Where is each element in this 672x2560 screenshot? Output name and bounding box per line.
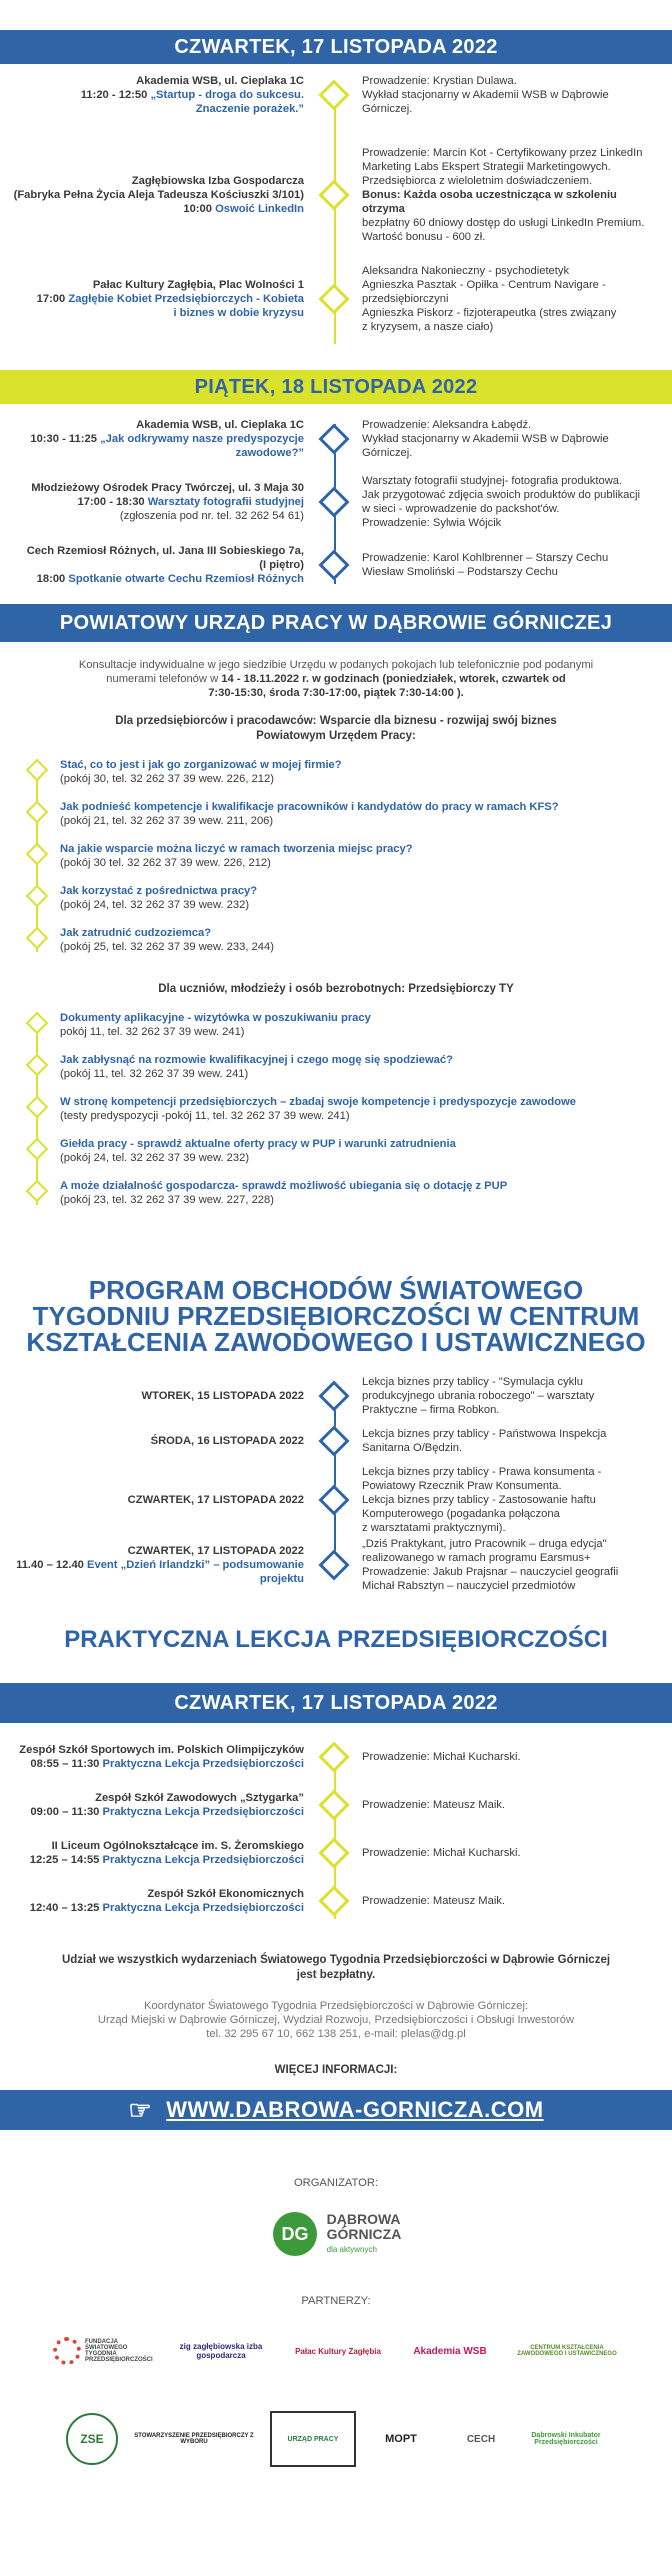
organizer-label: ORGANIZATOR: xyxy=(293,2177,379,2189)
list-diamond xyxy=(26,801,49,824)
timeline-diamond xyxy=(318,1789,349,1820)
pup-group1-heading: Dla przedsiębiorców i pracodawców: Wsparcie dla biznesu - rozwijaj swój biznes Powiatowym Urzędem Pracy: xyxy=(115,715,557,742)
timeline-diamond xyxy=(318,423,349,454)
partners-label: PARTNERZY: xyxy=(301,2295,371,2307)
event-link[interactable]: Praktyczna Lekcja Przedsiębiorczości xyxy=(102,1806,304,1818)
cursor-icon: ☞ xyxy=(128,2094,153,2125)
dip-logo: Dąbrowski Inkubator Przedsiębiorczości xyxy=(531,2432,601,2446)
list-item: Na jakie wsparcie można liczyć w ramach tworzenia miejsc pracy? (pokój 30 tel. 32 262 37 39 wew. 226, 212) xyxy=(22,842,642,884)
timeline-diamond xyxy=(318,1885,349,1916)
website-link-band[interactable] xyxy=(0,2090,672,2130)
cech-logo: CECH xyxy=(466,2433,496,2445)
list-diamond xyxy=(26,885,49,908)
zse-logo: ZSE xyxy=(66,2413,118,2465)
list-diamond xyxy=(26,1054,49,1077)
list-item: Dokumenty aplikacyjne - wizytówka w poszukiwaniu pracy pokój 11, tel. 32 262 37 39 wew. 241) xyxy=(22,1011,642,1053)
event-link[interactable]: Event „Dzień Irlandzki” – podsumowanie xyxy=(87,1559,304,1571)
pup-group1-list xyxy=(22,758,642,966)
event-item: Akademia WSB, ul. Cieplaka 1C 11:20 - 12:50 „Startup - droga do sukcesu. Znaczenie porażek.” Prowadzenie: Krystian Dulawa. Wykład stacjonarny w Akademii WSB w Dąbrowie Górniczej. xyxy=(80,75,609,115)
coordinator: Koordynator Światowego Tygodnia Przedsiębiorczości w Dąbrowie Górniczej: Urząd Miejski w Dąbrowie Górniczej, Wydział Rozwoju, Przedsiębiorczości i Obsługi Inwestorów tel. 32 295 67 10, 662 138 251, e-mail: plelas@dg.pl xyxy=(97,2000,575,2040)
list-diamond xyxy=(26,759,49,782)
timeline-diamond xyxy=(318,1425,349,1456)
event-item: Pałac Kultury Zagłębia, Plac Wolności 1 17:00 Zagłębie Kobiet Przedsiębiorczych - Kobieta i biznes w dobie kryzysu Aleksandra Nakonieczny - psychodietetyk Agnieszka Pasztak - Opiłka - Centrum Navigare - przedsiębiorczyni Agnieszka Piskorz - fizjoterapeutka (stres związany z kryzysem, a nasze ciało) xyxy=(36,265,617,333)
list-item: Jak podnieść kompetencje i kwalifikacje pracowników i kandydatów do pracy w ramach KFS? (pokój 21, tel. 32 262 37 39 wew. 211, 206) xyxy=(22,800,642,842)
list-diamond xyxy=(26,927,49,950)
event-link[interactable]: Zagłębie Kobiet Przedsiębiorczych - Kobieta xyxy=(68,293,304,305)
pup-group2-list xyxy=(22,1011,642,1221)
dg-logo-icon xyxy=(271,2210,319,2258)
website-link[interactable]: WWW.DABROWA-GORNICZA.COM xyxy=(166,2097,544,2122)
timeline-thursday xyxy=(0,64,672,362)
timeline-diamond xyxy=(318,1484,349,1515)
list-diamond xyxy=(26,1138,49,1161)
event-item: CZWARTEK, 17 LISTOPADA 2022 11.40 – 12.40 Event „Dzień Irlandzki” – podsumowanie projektu „Dziś Praktykant, jutro Pracownik – druga edycja" realizowanego w ramach programu Earsmus+ Prowadzenie: Jakub Prajsnar – nauczyciel geografii Michał Rabsztyn – nauczyciel przedmiotów xyxy=(16,1538,619,1592)
list-item: A może działalność gospodarcza- sprawdź możliwość ubiegania się o dotację z PUP (pokój 23, tel. 32 262 37 39 wew. 227, 228) xyxy=(22,1179,642,1221)
event-item: II Liceum Ogólnokształcące im. S. Żeromskiego 12:25 – 14:55 Praktyczna Lekcja Przedsiębiorczości Prowadzenie: Michał Kucharski. xyxy=(0,1839,658,1867)
fundacja-logo: FUNDACJA ŚWIATOWEGO TYGODNIA PRZEDSIĘBIORCZOŚCI xyxy=(50,2329,154,2373)
akademia-wsb-logo: Akademia WSB xyxy=(413,2345,487,2357)
timeline-diamond xyxy=(318,79,349,110)
free-participation: Udział we wszystkich wydarzeniach Światowego Tygodnia Przedsiębiorczości w Dąbrowie Górniczej jest bezpłatny. xyxy=(61,1954,611,1981)
event-item: Cech Rzemiosł Różnych, ul. Jana III Sobieskiego 7a, (I piętro) 18:00 Spotkanie otwarte Cechu Rzemiosł Różnych Prowadzenie: Karol Kohlbrenner – Starszy Cechu Wiesław Smoliński – Podstarszy Cechu xyxy=(26,545,609,585)
timeline-diamond xyxy=(318,1380,349,1411)
partners-row-1 xyxy=(0,2322,672,2380)
list-item: Jak zatrudnić cudzoziemca? (pokój 25, tel. 32 262 37 39 wew. 233, 244) xyxy=(22,926,642,966)
date-header-thursday: CZWARTEK, 17 LISTOPADA 2022 xyxy=(0,30,672,64)
event-link[interactable]: i biznes w dobie kryzysu xyxy=(173,307,304,319)
lesson-title: PRAKTYCZNA LEKCJA PRZEDSIĘBIORCZOŚCI xyxy=(64,1626,608,1653)
event-link[interactable]: Spotkanie otwarte Cechu Rzemiosł Różnych xyxy=(68,573,304,585)
list-diamond xyxy=(26,1096,49,1119)
stowarzyszenie-logo: STOWARZYSZENIE PRZEDSIĘBIORCZY Z WYBORU xyxy=(134,2433,254,2445)
ckziu-title: PROGRAM OBCHODÓW ŚWIATOWEGO TYGODNIU PRZEDSIĘBIORCZOŚCI W CENTRUM KSZTAŁCENIA ZAWODOWEGO I USTAWICZNEGO xyxy=(26,1275,646,1357)
more-info-label: WIĘCEJ INFORMACJI: xyxy=(274,2064,398,2076)
list-diamond xyxy=(26,843,49,866)
list-item: Jak zabłysnąć na rozmowie kwalifikacyjnej i czego mogę się spodziewać? (pokój 11, tel. 32 262 37 39 wew. 241) xyxy=(22,1053,642,1095)
timeline-diamond xyxy=(318,283,349,314)
event-link[interactable]: Praktyczna Lekcja Przedsiębiorczości xyxy=(102,1902,304,1914)
zig-logo: zig zagłębiowska izba gospodarcza xyxy=(179,2342,263,2360)
event-link[interactable]: zawodowe?” xyxy=(235,447,304,459)
date-header-friday: PIĄTEK, 18 LISTOPADA 2022 xyxy=(0,370,672,404)
timeline-diamond xyxy=(318,1549,349,1580)
event-link[interactable]: „Startup - droga do sukcesu. xyxy=(150,89,304,101)
event-item: Zagłębiowska Izba Gospodarcza (Fabryka Pełna Życia Aleja Tadeusza Kościuszki 3/101) 10:00 Oswoić LinkedIn Prowadzenie: Marcin Kot - Certyfikowany przez LinkedIn Marketing Labs Ekspert Strategii Marketingowych. Przedsiębiorca z wieloletnim doświadczeniem. Bonus: Każda osoba uczestnicząca w szkoleniu otrzyma bezpłatny 60 dniowy dostęp do usługi LinkedIn Premium. Wartość bonusu - 600 zł. xyxy=(13,147,645,243)
section-header-pup: POWIATOWY URZĄD PRACY W DĄBROWIE GÓRNICZEJ xyxy=(0,604,672,642)
event-item: ŚRODA, 16 LISTOPADA 2022 Lekcja biznes przy tablicy - Państwowa Inspekcja Sanitarna O/Będzin. xyxy=(0,1427,658,1455)
event-link[interactable]: Praktyczna Lekcja Przedsiębiorczości xyxy=(102,1854,304,1866)
timeline-diamond xyxy=(318,486,349,517)
event-link[interactable]: Oswoić LinkedIn xyxy=(215,203,304,215)
event-link[interactable]: projektu xyxy=(259,1573,304,1585)
timeline-friday xyxy=(0,404,672,600)
timeline-lesson xyxy=(0,1723,672,1943)
urzad-pracy-logo: URZĄD PRACY xyxy=(270,2411,356,2467)
event-item: WTOREK, 15 LISTOPADA 2022 Lekcja biznes przy tablicy - "Symulacja cyklu produkcyjnego ubrania roboczego" – warsztaty Praktyczne – firma Robkon. xyxy=(141,1376,595,1416)
list-item: Jak korzystać z pośrednictwa pracy? (pokój 24, tel. 32 262 37 39 wew. 232) xyxy=(22,884,642,926)
list-item: Stać, co to jest i jak go zorganizować w mojej firmie? (pokój 30, tel. 32 262 37 39 wew. 226, 212) xyxy=(22,758,642,800)
timeline-diamond xyxy=(318,1741,349,1772)
event-link[interactable]: Praktyczna Lekcja Przedsiębiorczości xyxy=(102,1758,304,1770)
timeline-diamond xyxy=(318,549,349,580)
date-header-lesson: CZWARTEK, 17 LISTOPADA 2022 xyxy=(0,1683,672,1723)
event-item: Akademia WSB, ul. Cieplaka 1C 10:30 - 11:25 „Jak odkrywamy nasze predyspozycje zawodowe?” Prowadzenie: Aleksandra Łabędź. Wykład stacjonarny w Akademii WSB w Dąbrowie Górniczej. xyxy=(30,419,609,459)
organizer-logo: DG DĄBROWA GÓRNICZA dla aktywnych xyxy=(0,2204,672,2264)
timeline-diamond xyxy=(318,1837,349,1868)
pup-group2-heading: Dla uczniów, młodzieży i osób bezrobotnych: Przedsiębiorczy TY xyxy=(158,983,514,995)
list-diamond xyxy=(26,1012,49,1035)
palac-kultury-logo: Pałac Kultury Zagłębia xyxy=(295,2346,381,2356)
event-link[interactable]: Znaczenie porażek.” xyxy=(195,103,304,115)
ckziu-logo: CENTRUM KSZTAŁCENIA ZAWODOWEGO I USTAWICZNEGO xyxy=(517,2345,617,2357)
event-item: Zespół Szkół Zawodowych „Sztygarka” 09:00 – 11:30 Praktyczna Lekcja Przedsiębiorczości Prowadzenie: Mateusz Maik. xyxy=(0,1791,658,1819)
list-item: Giełda pracy - sprawdź aktualne oferty pracy w PUP i warunki zatrudnienia (pokój 24, tel. 32 262 37 39 wew. 232) xyxy=(22,1137,642,1179)
list-diamond xyxy=(26,1180,49,1203)
timeline-diamond xyxy=(318,179,349,210)
timeline-ckziu xyxy=(0,1367,672,1592)
pup-intro: Konsultacje indywidualne w jego siedzibie Urzędu w podanych pokojach lub telefonicznie pod podanymi numerami telefonów w 14 - 18.11.2022 r. w godzinach (poniedziałek, wtorek, czwartek od 7:30-15:30, środa 7:30-17:00, piątek 7:30-14:00 ). xyxy=(78,659,594,699)
mopt-logo: MOPT xyxy=(385,2433,417,2445)
event-item: Zespół Szkół Ekonomicznych 12:40 – 13:25 Praktyczna Lekcja Przedsiębiorczości Prowadzenie: Mateusz Maik. xyxy=(0,1887,658,1915)
fundacja-logo-icon xyxy=(53,2337,81,2365)
event-item: Zespół Szkół Sportowych im. Polskich Olimpijczyków 08:55 – 11:30 Praktyczna Lekcja Przedsiębiorczości Prowadzenie: Michał Kucharski. xyxy=(0,1743,658,1771)
event-item: Młodzieżowy Ośrodek Pracy Twórczej, ul. 3 Maja 30 17:00 - 18:30 Warsztaty fotografii studyjnej (zgłoszenia pod nr. tel. 32 262 54 61) Warsztaty fotografii studyjnej- fotografia produktowa. Jak przygotować zdjęcia swoich produktów do publikacji w sieci - wprowadzenie do packshot'ów. Prowadzenie: Sylwia Wójcik xyxy=(31,475,640,529)
event-item: CZWARTEK, 17 LISTOPADA 2022 Lekcja biznes przy tablicy - Prawa konsumenta - Powiatowy Rzecznik Praw Konsumenta. Lekcja biznes przy tablicy - Zastosowanie haftu Komputerowego (pogadanka połączona z warsztatami praktycznymi). xyxy=(127,1466,602,1534)
svg-text:DG: DG xyxy=(281,2224,309,2244)
event-link[interactable]: Warsztaty fotografii studyjnej xyxy=(147,496,304,508)
list-item: W stronę kompetencji przedsiębiorczych – zbadaj swoje kompetencje i predyspozycje zawodowe (testy predyspozycji -pokój 11, tel. 32 262 37 39 wew. 241) xyxy=(22,1095,642,1137)
partners-row-2 xyxy=(0,2404,672,2474)
event-link[interactable]: „Jak odkrywamy nasze predyspozycje xyxy=(100,433,304,445)
